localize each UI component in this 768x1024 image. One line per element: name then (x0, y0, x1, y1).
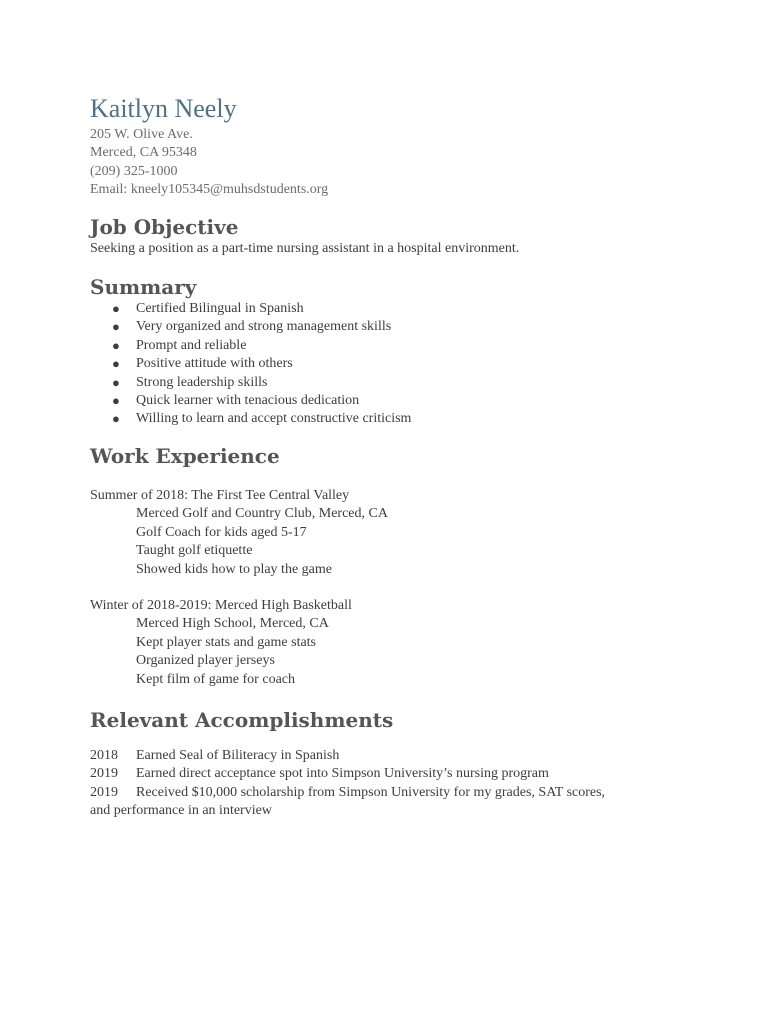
resume-page (90, 94, 690, 821)
email-line: Email: kneely105345@muhsdstudents.org (90, 182, 329, 198)
objective-heading: Job Objective (90, 214, 239, 239)
list-item (90, 747, 690, 765)
city-line: Merced, CA 95348 (90, 145, 197, 161)
list-item: ● Positive attitude with others (90, 355, 690, 373)
list-item: ● Strong leadership skills (90, 374, 690, 392)
accomplishment-text: Earned direct acceptance spot into Simpson University’s nursing program (136, 766, 549, 782)
job-detail: Merced Golf and Country Club, Merced, CA (136, 506, 388, 522)
job-title: Summer of 2018: The First Tee Central Valley (90, 487, 350, 503)
summary-list (90, 300, 690, 429)
job-title: Winter of 2018-2019: Merced High Basketball (90, 597, 352, 613)
list-item (90, 765, 690, 783)
accomplishment-year: 2018 (90, 747, 118, 763)
job-detail: Organized player jerseys (136, 653, 275, 669)
accomplishments-heading: Relevant Accomplishments (90, 707, 394, 732)
accomplishments-list (90, 747, 690, 821)
bullet-icon: ● (112, 301, 120, 317)
accomplishment-continuation: and performance in an interview (90, 803, 272, 819)
job-detail: Kept player stats and game stats (136, 634, 317, 650)
accomplishments-section (90, 707, 690, 821)
bullet-icon: ● (112, 393, 120, 409)
accomplishment-year: 2019 (90, 766, 118, 782)
work-section (90, 443, 690, 689)
header (90, 94, 690, 200)
bullet-icon: ● (112, 374, 120, 390)
job-detail: Golf Coach for kids aged 5-17 (136, 524, 307, 540)
accomplishment-year: 2019 (90, 784, 118, 800)
summary-section (90, 274, 690, 429)
objective-section (90, 214, 690, 258)
list-item: ● Prompt and reliable (90, 337, 690, 355)
job-entry (90, 597, 690, 689)
phone-line: (209) 325-1000 (90, 163, 178, 179)
bullet-icon: ● (112, 356, 120, 372)
accomplishment-text: Earned Seal of Biliteracy in Spanish (136, 747, 340, 763)
list-item: ● Certified Bilingual in Spanish (90, 300, 690, 318)
job-detail: Showed kids how to play the game (136, 561, 332, 577)
bullet-icon: ● (112, 411, 120, 427)
list-item (90, 784, 690, 802)
objective-text: Seeking a position as a part-time nursing assistant in a hospital environment. (90, 240, 520, 256)
job-detail: Kept film of game for coach (136, 671, 295, 687)
list-item: ● Quick learner with tenacious dedication (90, 392, 690, 410)
list-item: ● Very organized and strong management skills (90, 318, 690, 336)
bullet-icon: ● (112, 319, 120, 335)
work-heading: Work Experience (90, 443, 280, 468)
applicant-name: Kaitlyn Neely (90, 94, 237, 123)
job-detail: Merced High School, Merced, CA (136, 616, 329, 632)
job-entry (90, 487, 690, 579)
summary-heading: Summary (90, 275, 197, 300)
address-line: 205 W. Olive Ave. (90, 127, 193, 142)
job-detail: Taught golf etiquette (136, 543, 253, 559)
bullet-icon: ● (112, 337, 120, 353)
accomplishment-text: Received $10,000 scholarship from Simpson University for my grades, SAT scores, (136, 784, 606, 800)
list-item: ● Willing to learn and accept constructive criticism (90, 410, 690, 428)
